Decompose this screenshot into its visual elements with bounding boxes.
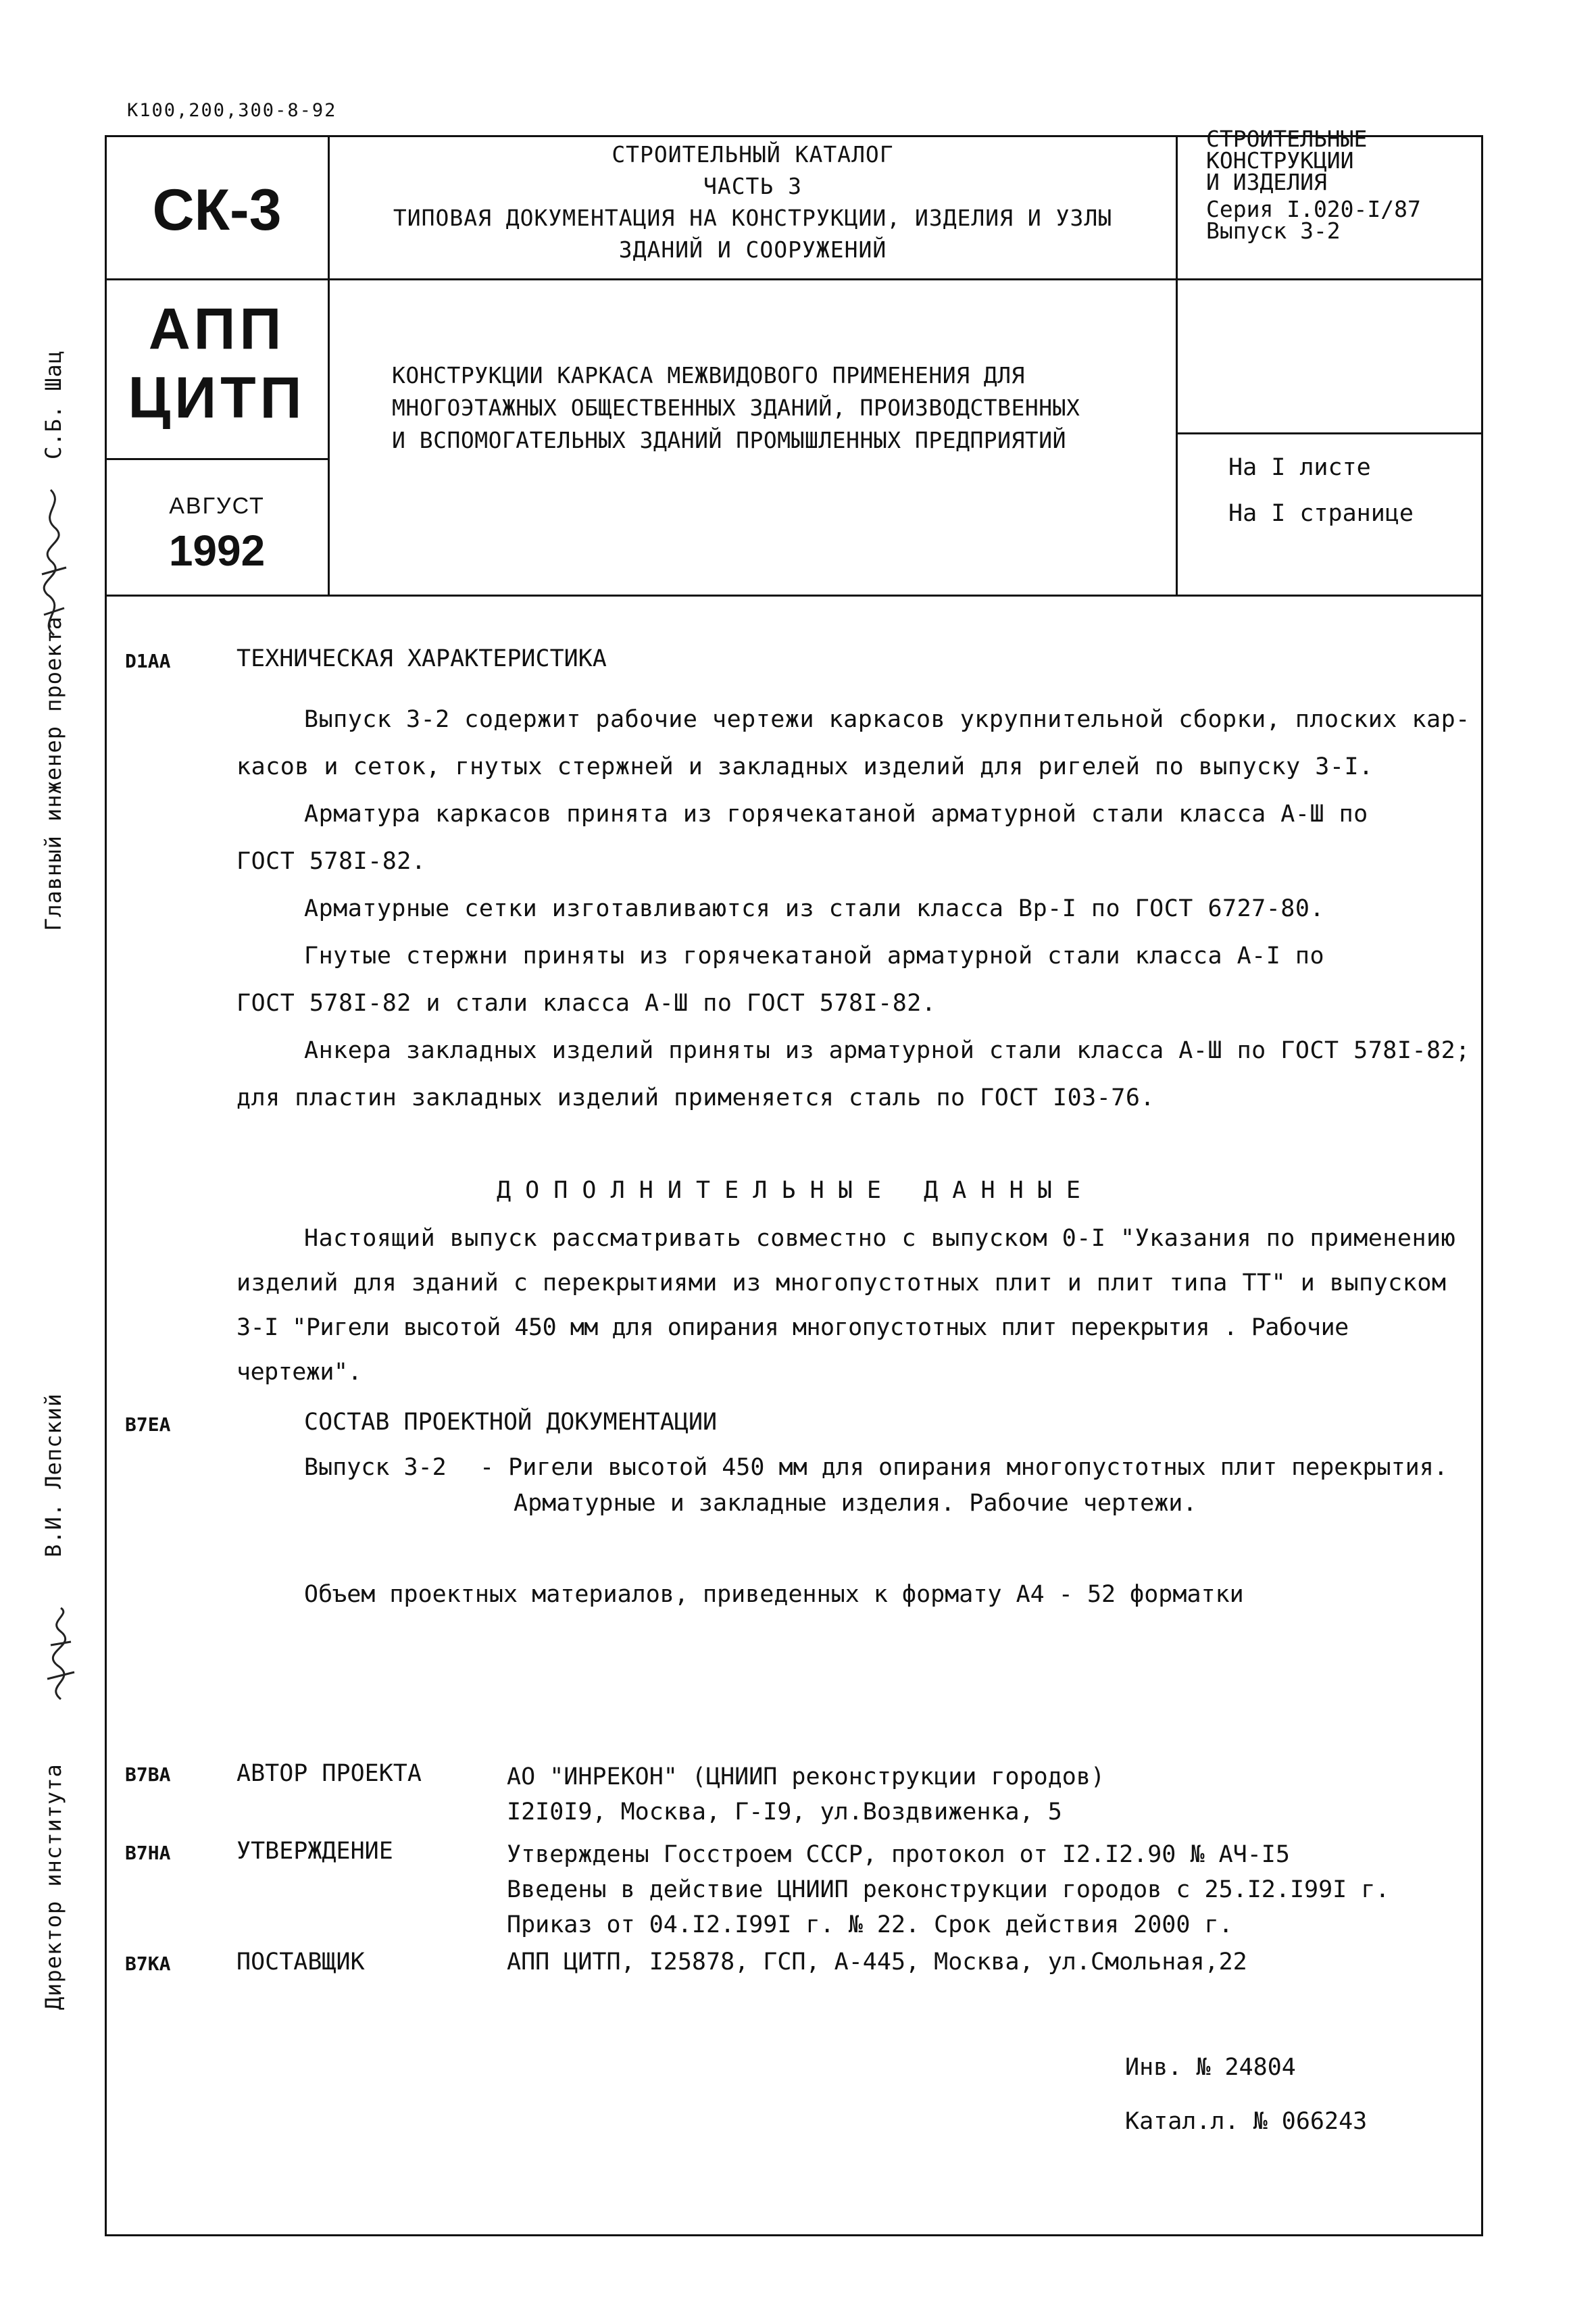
series-category-1: СТРОИТЕЛЬНЫЕ <box>1206 126 1368 152</box>
side-chief-engineer: Главный инженер проекта <box>41 615 66 931</box>
tech-p5-line2: для пластин закладных изделий применяется сталь по ГОСТ I03-76. <box>236 1084 1155 1111</box>
approval-label: УТВЕРЖДЕНИЕ <box>236 1838 393 1865</box>
extra-body <box>236 1216 1473 1394</box>
side-chief-name: С.Б. Шац <box>41 349 66 459</box>
approval-line3: Приказ от 04.I2.I99I г. № 22. Срок действия 2000 г. <box>507 1911 1233 1938</box>
docs-code: B7EA <box>125 1413 171 1436</box>
sheets-count: На I листе <box>1228 454 1371 481</box>
extra-heading: Д О П О Л Н И Т Е Л Ь Н Ы Е Д А Н Н Ы Е <box>497 1177 1080 1204</box>
document-code: К100,200,300-8-92 <box>127 100 337 121</box>
logo-app: АПП <box>148 297 286 361</box>
docs-line1: - Ригели высотой 450 мм для опирания многопустотных плит перекрытия. <box>480 1454 1448 1481</box>
tech-code: D1AA <box>125 650 171 672</box>
approval-line1: Утверждены Госстроем СССР, протокол от I2.I2.90 № АЧ-I5 <box>507 1841 1290 1868</box>
tech-p3-line1: Арматурные сетки изготавливаются из стали класса Вр-I по ГОСТ 6727-80. <box>304 895 1325 922</box>
approval-code: B7HA <box>125 1842 171 1864</box>
approval-line2: Введены в действие ЦНИИП реконструкции городов с 25.I2.I99I г. <box>507 1876 1390 1903</box>
header-month: АВГУСТ <box>169 493 265 519</box>
title-line-1: КОНСТРУКЦИИ КАРКАСА МЕЖВИДОВОГО ПРИМЕНЕНИЯ ДЛЯ <box>392 362 1025 388</box>
logo-divider-1 <box>105 278 329 280</box>
side-lepsky: В.И. Лепский <box>41 1392 66 1557</box>
tech-p2-line2: ГОСТ 578I-82. <box>236 848 426 875</box>
logo-citp: ЦИТП <box>128 366 306 430</box>
tech-body <box>236 696 1473 1122</box>
series-number: Серия I.020-I/87 <box>1206 196 1421 222</box>
supplier-code: B7KA <box>125 1953 171 1975</box>
author-line2: I2I0I9, Москва, Г-I9, ул.Воздвиженка, 5 <box>507 1799 1062 1826</box>
author-line1: АО "ИНРЕКОН" (ЦНИИП реконструкции городов) <box>507 1763 1105 1790</box>
docs-heading: СОСТАВ ПРОЕКТНОЙ ДОКУМЕНТАЦИИ <box>304 1409 718 1436</box>
catalog-line-1: СТРОИТЕЛЬНЫЙ КАТАЛОГ <box>612 141 894 168</box>
docs-line2: Арматурные и закладные изделия. Рабочие чертежи. <box>514 1490 1197 1517</box>
inventory-number: Инв. № 24804 <box>1125 2054 1296 2081</box>
title-line-3: И ВСПОМОГАТЕЛЬНЫХ ЗДАНИЙ ПРОМЫШЛЕННЫХ ПРЕДПРИЯТИЙ <box>392 427 1067 453</box>
tech-p4-line2: ГОСТ 578I-82 и стали класса А-Ш по ГОСТ 578I-82. <box>236 990 937 1017</box>
chief-signature <box>34 480 74 642</box>
catalog-sheet-number: Катал.л. № 066243 <box>1125 2108 1368 2135</box>
docs-issue-label: Выпуск 3-2 <box>304 1454 447 1481</box>
logo-sk3: СК-3 <box>152 178 282 243</box>
series-category-3: И ИЗДЕЛИЯ <box>1206 169 1327 195</box>
tech-p1-line1: Выпуск 3-2 содержит рабочие чертежи каркасов укрупнительной сборки, плоских кар- <box>304 706 1470 733</box>
catalog-line-4: ЗДАНИЙ И СООРУЖЕНИЙ <box>618 236 887 263</box>
title-top-line <box>328 278 1483 280</box>
title-line-2: МНОГОЭТАЖНЫХ ОБЩЕСТВЕННЫХ ЗДАНИЙ, ПРОИЗВОДСТВЕННЫХ <box>392 395 1080 421</box>
series-issue: Выпуск 3-2 <box>1206 218 1341 244</box>
catalog-line-2: ЧАСТЬ 3 <box>703 173 803 199</box>
lepsky-signature <box>37 1605 84 1706</box>
tech-p5-line1: Анкера закладных изделий приняты из арматурной стали класса А-Ш по ГОСТ 578I-82; <box>304 1037 1470 1064</box>
extra-line2: изделий для зданий с перекрытиями из многопустотных плит и плит типа ТТ" и выпуском <box>236 1269 1447 1297</box>
pages-count: На I странице <box>1228 500 1414 527</box>
extra-line1: Настоящий выпуск рассматривать совместно с выпуском 0-I "Указания по применению <box>304 1225 1456 1252</box>
header-year: 1992 <box>168 526 266 575</box>
series-block <box>1206 128 1421 242</box>
tech-p2-line1: Арматура каркасов принята из горячекатаной арматурной стали класса А-Ш по <box>304 801 1368 828</box>
extra-line3: 3-I "Ригели высотой 450 мм для опирания многопустотных плит перекрытия . Рабочие чертежи". <box>236 1314 1349 1386</box>
docs-volume: Объем проектных материалов, приведенных к формату А4 - 52 форматки <box>304 1581 1244 1608</box>
tech-heading: ТЕХНИЧЕСКАЯ ХАРАКТЕРИСТИКА <box>236 645 607 672</box>
tech-p1-line2: касов и сеток, гнутых стержней и закладных изделий для ригелей по выпуску 3-I. <box>236 753 1374 780</box>
document-title <box>392 359 1080 457</box>
author-label: АВТОР ПРОЕКТА <box>236 1760 422 1787</box>
sheets-top-line <box>1176 432 1483 434</box>
header-right-divider <box>1176 135 1178 597</box>
side-director: Директор института <box>41 1763 66 2010</box>
tech-p4-line1: Гнутые стержни приняты из горячекатаной арматурной стали класса А-I по <box>304 942 1325 970</box>
logo-divider-2 <box>105 458 329 460</box>
supplier-line1: АПП ЦИТП, I25878, ГСП, А-445, Москва, ул.Смольная,22 <box>507 1948 1247 1976</box>
catalog-line-3: ТИПОВАЯ ДОКУМЕНТАЦИЯ НА КОНСТРУКЦИИ, ИЗДЕЛИЯ И УЗЛЫ <box>393 205 1113 231</box>
supplier-label: ПОСТАВЩИК <box>236 1948 365 1976</box>
header-bottom-line <box>105 595 1483 597</box>
catalog-header <box>330 139 1176 266</box>
series-category-2: КОНСТРУКЦИИ <box>1206 147 1354 174</box>
author-code: B7BA <box>125 1763 171 1786</box>
